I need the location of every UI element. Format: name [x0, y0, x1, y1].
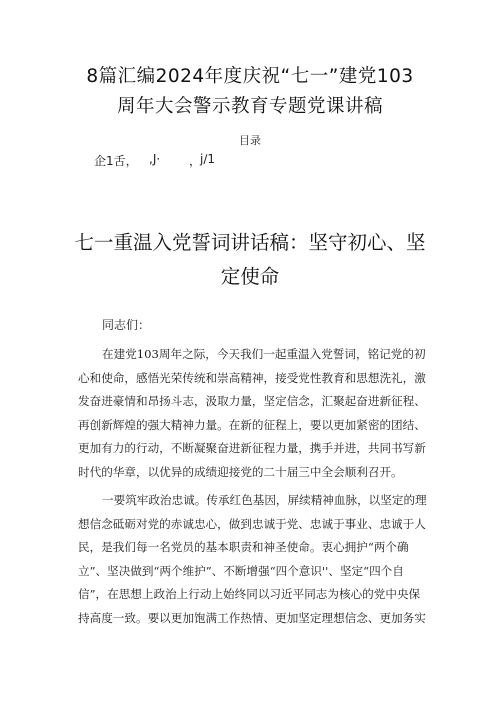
toc-entry-part-3: ，: [189, 154, 202, 168]
paragraph-line: 在建党103周年之际，今天我们一起重温入党誓词，铭记党的初: [102, 347, 426, 361]
speech-title-line-2: 定使命: [220, 265, 280, 288]
toc-entry-part-4: j∕1: [200, 152, 216, 166]
paragraph-line: 更加有力的行动，不断凝聚奋进新征程力量，携手并进，共同书写新: [78, 441, 426, 455]
paragraph-line: 持高度一致。要以更加饱满工作热情、更加坚定理想信念、更加务实: [78, 610, 426, 625]
toc-entry-part-2: ,J·: [149, 152, 161, 166]
paragraph-line: 民，是我们每一名党员的基本职责和神圣使命。衷心拥护“两个确: [78, 540, 409, 554]
paragraph-line: 发奋进豪情和昂扬斗志，汲取力量，坚定信念，汇聚起奋进新征程、: [78, 394, 426, 408]
document-title-line-2: 周年大会警示教育专题党课讲稿: [116, 96, 383, 117]
toc-entry-part-1: 企1舌，: [94, 154, 138, 168]
paragraph-line: 时代的华章，以优异的成绩迎接党的二十届三中全会顺利召开。: [78, 464, 403, 479]
paragraph-1: [78, 343, 428, 484]
document-title-line-1: 8篇汇编2024年度庆祝“七一”建党103: [86, 66, 414, 87]
paragraph-line: 想信念砥砺对党的赤诚忠心，做到忠诚于党、忠诚于事业、忠诚于人: [78, 516, 426, 531]
paragraph-line: 信”，在思想上政治上行动上始终同以习近平同志为核心的党中央保: [78, 587, 421, 601]
paragraph-2: [78, 489, 428, 630]
toc-heading: 目录: [239, 134, 261, 147]
paragraph-line: 立”、坚决做到“两个维护”、不断增强“四个意识''、坚定“四个自: [78, 563, 404, 578]
speech-title-line-1: 七一重温入党誓词讲话稿：坚守初心、坚: [74, 231, 426, 254]
paragraph-line: 一要筑牢政治忠诚。传承红色基因，屏续精神血脉，以坚定的理: [102, 493, 427, 507]
paragraph-line: 再创新辉煌的强大精神力量。在新的征程上，要以更加紧密的团结、: [78, 417, 426, 432]
paragraph-line: 心和使命，感悟光荣传统和崇高精神，接受党性教育和思想洗礼，激: [78, 370, 426, 385]
salutation: 同志们：: [102, 318, 151, 332]
